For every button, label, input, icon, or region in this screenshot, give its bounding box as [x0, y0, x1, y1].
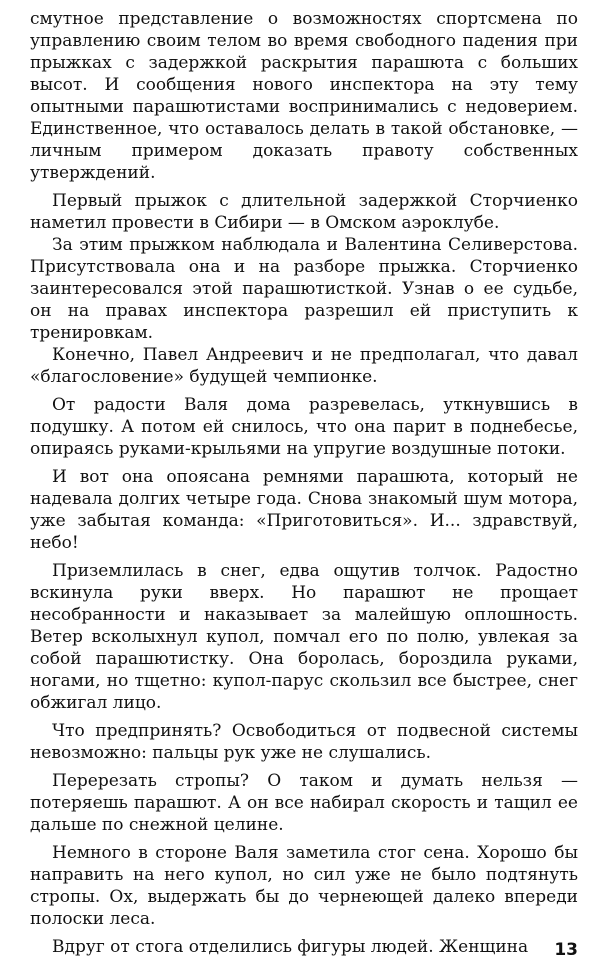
- paragraph-10: Немного в стороне Валя заметила стог сена. Хорошо бы направить на него купол, но сил уже не было подтянуть стропы. Ох, выдержать бы до чернеющей далеко впереди полоски леса.: [30, 843, 578, 929]
- paragraph-9: Перерезать стропы? О таком и думать нельзя — потеряешь парашют. А он все набирал скорость и тащил ее дальше по снежной целине.: [30, 771, 578, 835]
- paragraph-1: смутное представление о возможностях спортсмена по управлению своим телом во время свободного падения при прыжках с задержкой раскрытия парашюта с больших высот. И сообщения нового инспектора на эту тему опытными парашютистами воспринимались с недоверием. Единственное, что оставалось делать в такой обстановке, — личным примером доказать правоту собственных утверждений.: [30, 9, 578, 183]
- paragraph-5: От радости Валя дома разревелась, уткнувшись в подушку. А потом ей снилось, что она парит в поднебесье, опираясь руками-крыльями на упругие воздушные потоки.: [30, 395, 578, 459]
- paragraph-3: За этим прыжком наблюдала и Валентина Селиверстова. Присутствовала она и на разборе прыжка. Сторчиенко заинтересовался этой парашютисткой. Узнав о ее судьбе, он на правах инспектора разрешил ей приступить к тренировкам.: [30, 235, 578, 343]
- paragraph-7: Приземлилась в снег, едва ощутив толчок. Радостно вскинула руки вверх. Но парашют не прощает несобранности и наказывает за малейшую оплошность. Ветер всколыхнул купол, помчал его по полю, увлекая за собой парашютистку. Она боролась, бороздила руками, ногами, но тщетно: купол-парус скользил все быстрее, снег обжигал лицо.: [30, 561, 578, 713]
- page-number: 13: [554, 940, 578, 960]
- paragraph-4: Конечно, Павел Андреевич и не предполагал, что давал «благословение» будущей чемпионке.: [30, 345, 578, 387]
- paragraph-8: Что предпринять? Освободиться от подвесной системы невозможно: пальцы рук уже не слушались.: [30, 721, 578, 763]
- paragraph-11: Вдруг от стога отделились фигуры людей. Женщина: [52, 937, 529, 957]
- paragraph-2: Первый прыжок с длительной задержкой Сторчиенко наметил провести в Сибири — в Омском аэроклубе.: [30, 191, 578, 233]
- page-body: [30, 8, 578, 958]
- paragraph-6: И вот она опоясана ремнями парашюта, который не надевала долгих четыре года. Снова знакомый шум мотора, уже забытая команда: «Приготовиться». И... здравствуй, небо!: [30, 467, 578, 553]
